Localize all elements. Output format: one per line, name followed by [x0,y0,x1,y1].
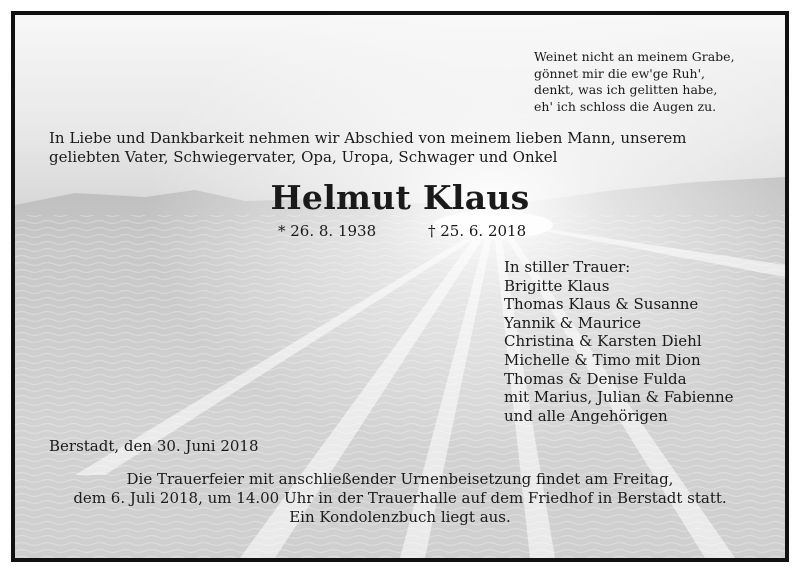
funeral-info-line: dem 6. Juli 2018, um 14.00 Uhr in der Trauerhalle auf dem Friedhof in Berstadt statt. [73,489,727,507]
mourner-name: Yannik & Maurice [504,313,641,332]
deceased-name: Helmut Klaus [270,178,530,217]
intro-text [49,129,754,167]
obituary-frame [11,11,789,562]
poem-line: gönnet mir die ew'ge Ruh', [534,65,706,81]
poem-line: denkt, was ich gelitten habe, [534,82,718,97]
death-date: † 25. 6. 2018 [428,222,527,240]
poem-line: eh' ich schloss die Augen zu. [534,98,717,114]
mourner-name: Brigitte Klaus [504,276,610,295]
mourners-heading: In stiller Trauer: [504,258,631,276]
funeral-info-line: Die Trauerfeier mit anschließender Urnenbeisetzung findet am Freitag, [126,470,674,488]
mourners-list [504,258,734,425]
poem-line: Weinet nicht an meinem Grabe, [534,49,735,64]
mourner-name: mit Marius, Julian & Fabienne [504,388,734,407]
mourner-name: Michelle & Timo mit Dion [504,350,701,369]
mourner-name: Christina & Karsten Diehl [504,332,702,351]
intro-line-2: geliebten Vater, Schwiegervater, Opa, Uropa, Schwager und Onkel [49,148,558,166]
mourner-name: und alle Angehörigen [504,406,668,425]
intro-line-1: In Liebe und Dankbarkeit nehmen wir Abschied von meinem lieben Mann, unserem [49,129,687,147]
birth-date: * 26. 8. 1938 [278,222,377,240]
mourner-name: Thomas Klaus & Susanne [504,295,699,314]
mourner-name: Thomas & Denise Fulda [504,369,687,388]
place-date: Berstadt, den 30. Juni 2018 [49,437,259,455]
funeral-info-line: Ein Kondolenzbuch liegt aus. [289,508,511,526]
poem [534,49,735,115]
funeral-info [15,470,785,527]
